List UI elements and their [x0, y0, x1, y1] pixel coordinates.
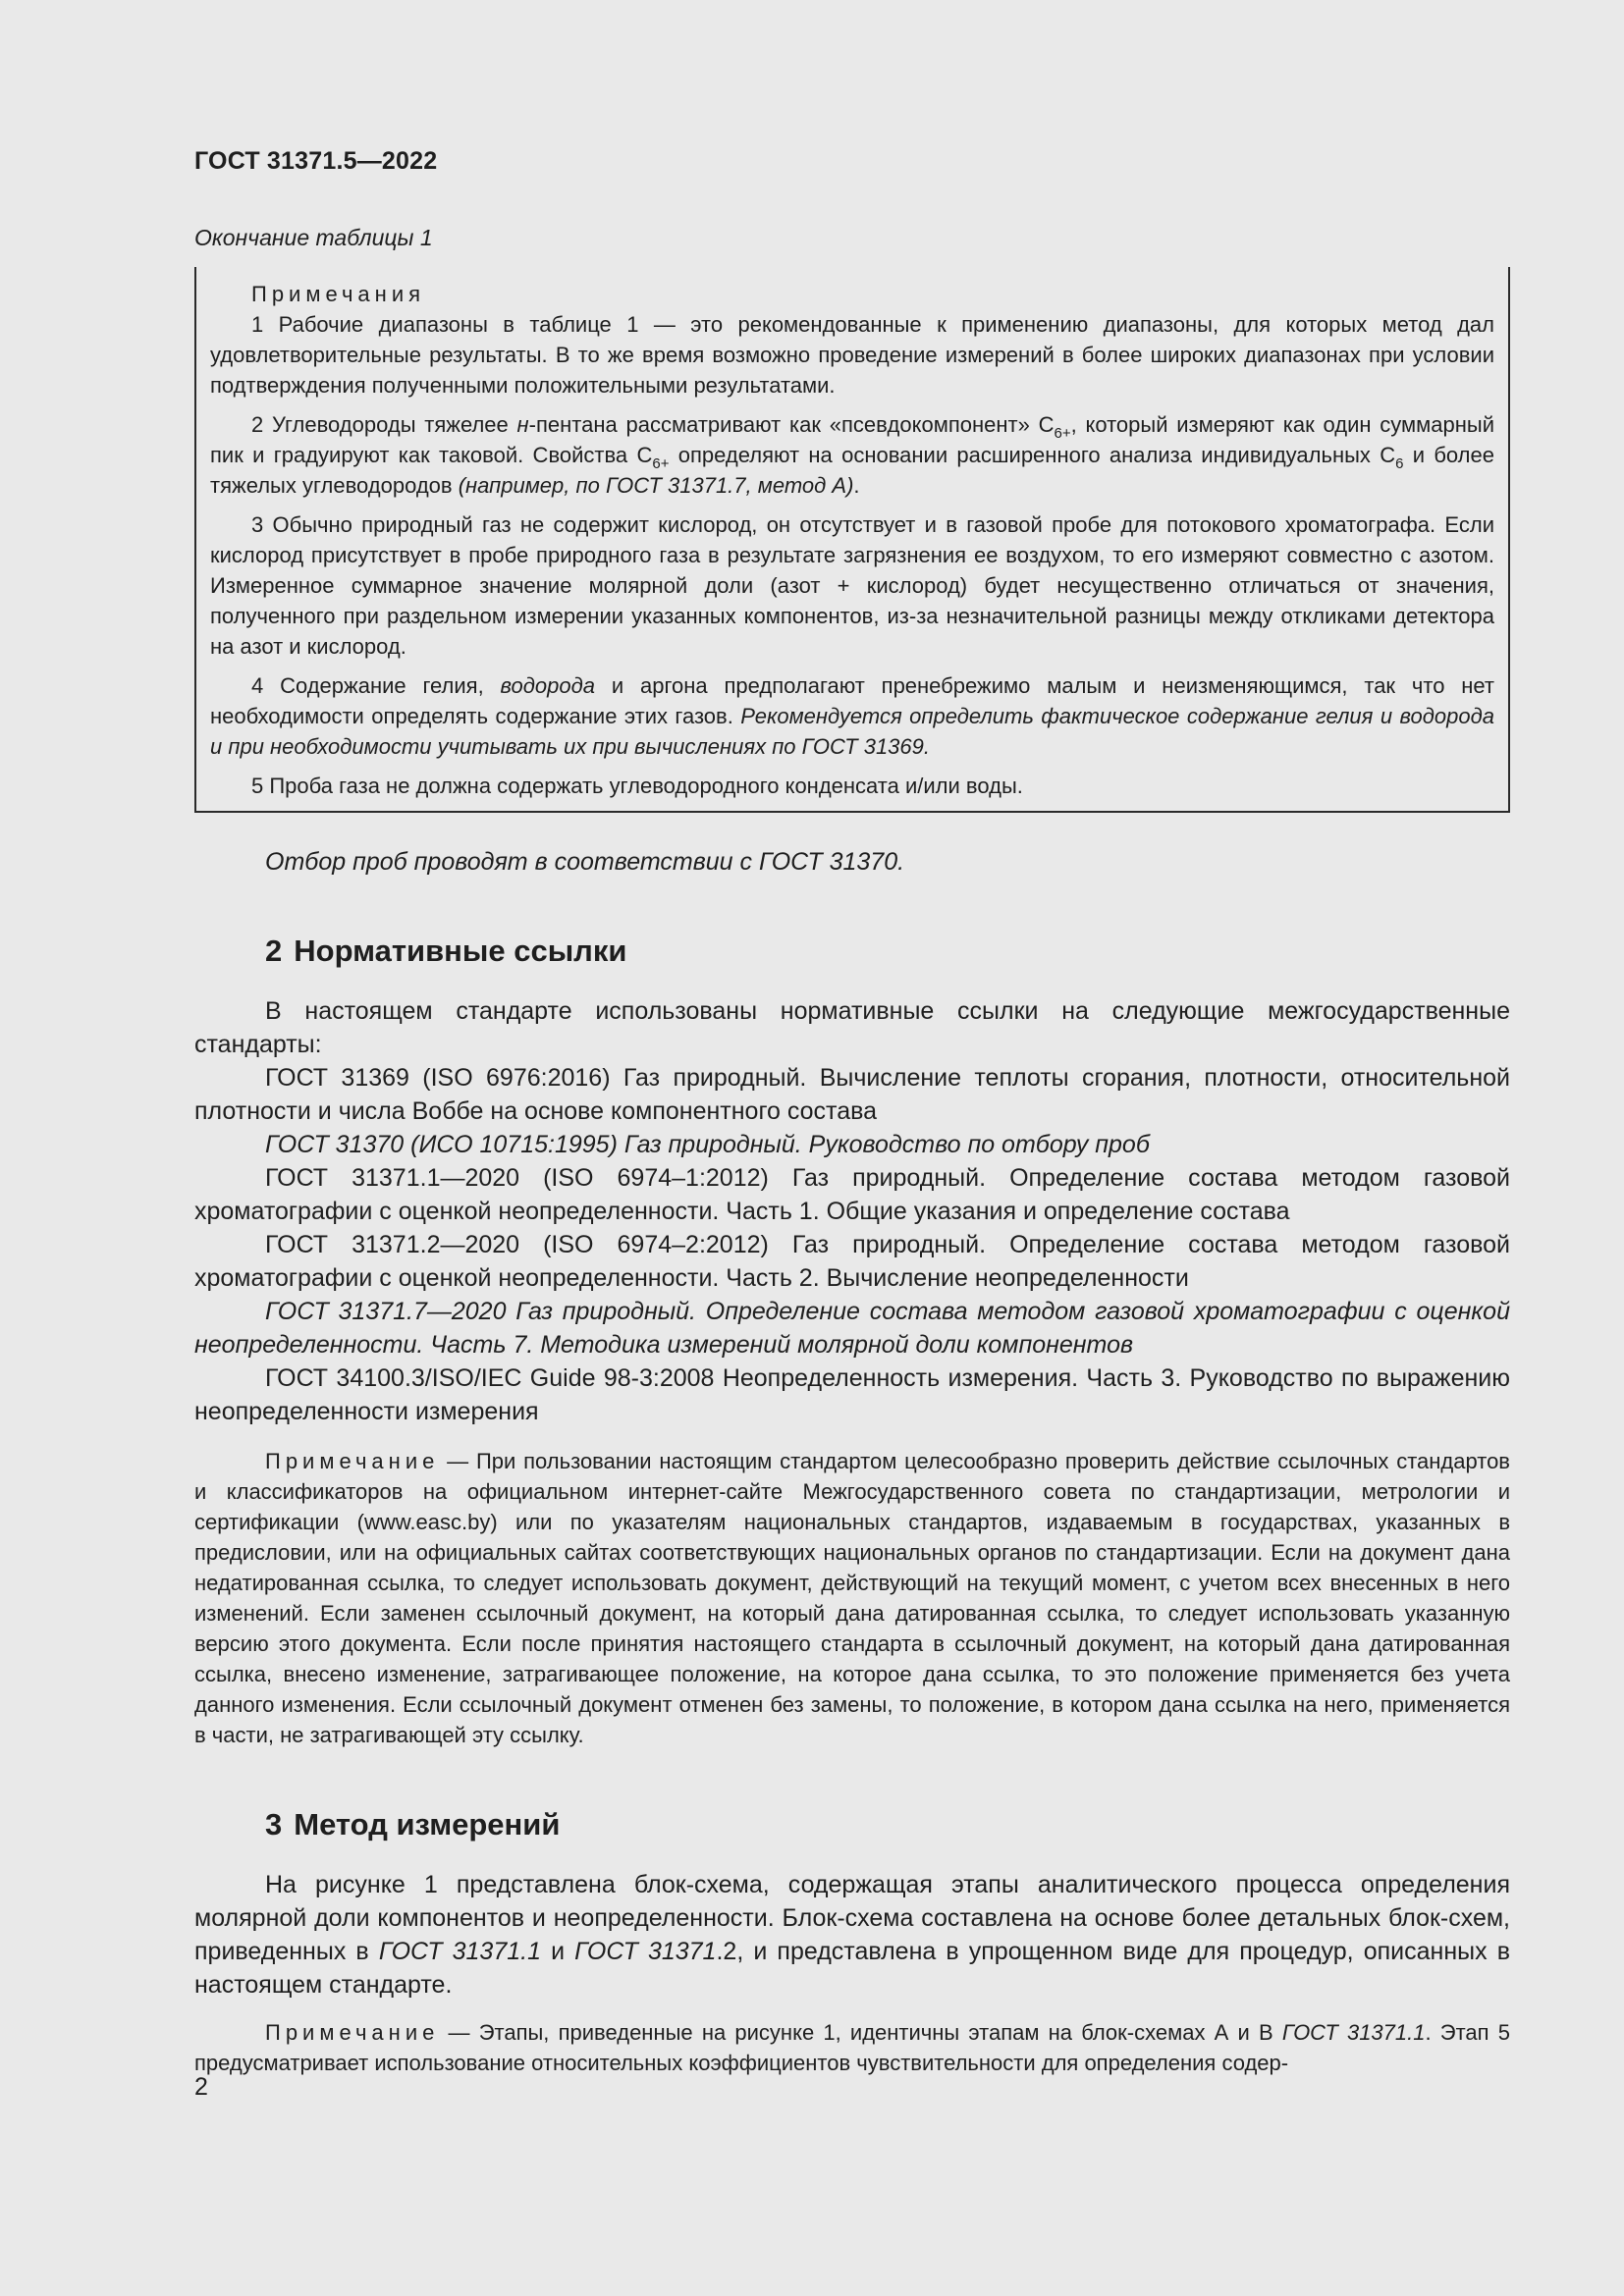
note-5: 5 Проба газа не должна содержать углеводородного конденсата и/или воды.	[251, 774, 1023, 798]
sampling-sentence: Отбор проб проводят в соответствии с ГОСТ 31370.	[265, 848, 905, 876]
section-3-note: Примечание — Этапы, приведенные на рисунке 1, идентичны этапам на блок-схемах А и В ГОСТ 31371.1. Этап 5 предусматривает использование относительных коэффициентов чувствительности для определения содер-	[194, 2020, 1510, 2075]
reference-item: ГОСТ 31371.1—2020 (ISO 6974–1:2012) Газ природный. Определение состава методом газовой хроматографии с оценкой неопределенности. Часть 1. Общие указания и определение состава	[194, 1164, 1510, 1225]
section-2-heading: 2 Нормативные ссылки	[265, 934, 627, 968]
document-page	[194, 147, 1510, 2100]
document-header: ГОСТ 31371.5—2022	[194, 147, 438, 175]
reference-item: ГОСТ 34100.3/ISO/IEC Guide 98-3:2008 Неопределенность измерения. Часть 3. Руководство по выражению неопределенности измерения	[194, 1364, 1510, 1425]
note-3: 3 Обычно природный газ не содержит кислород, он отсутствует и в газовой пробе для потокового хроматографа. Если кислород присутствует в пробе природного газа в результате загрязнения ее воздухом, то его измеряют совместно с азотом. Измеренное суммарное значение молярной доли (азот + кислород) будет несущественно отличаться от значения, полученного при раздельном измерении указанных компонентов, из-за незначительной разницы между откликами детектора на азот и кислород.	[210, 512, 1494, 659]
reference-item: ГОСТ 31370 (ИСО 10715:1995) Газ природный. Руководство по отбору проб	[265, 1131, 1150, 1158]
section-3-paragraph: На рисунке 1 представлена блок-схема, содержащая этапы аналитического процесса определения молярной доли компонентов и неопределенности. Блок-схема составлена на основе более детальных блок-схем, приведенных в ГОСТ 31371.1 и ГОСТ 31371.2, и представлена в упрощенном виде для процедур, описанных в настоящем стандарте.	[194, 1871, 1510, 1999]
reference-item: ГОСТ 31369 (ISO 6976:2016) Газ природный. Вычисление теплоты сгорания, плотности, относительной плотности и числа Воббе на основе компонентного состава	[194, 1064, 1510, 1125]
section-3-heading: 3 Метод измерений	[265, 1807, 561, 1842]
note-2: 2 Углеводороды тяжелее н-пентана рассматривают как «псевдокомпонент» $C_{6+}$, который измеряют как один суммарный пик и градуируют как таковой. Свойства $C_{6+}$ определяют на основании расширенного анализа индивидуальных $C_6$ и более тяжелых углеводородов (например, по ГОСТ 31371.7, метод А).	[210, 412, 1494, 498]
page-number: 2	[194, 2073, 208, 2101]
reference-item: ГОСТ 31371.7—2020 Газ природный. Определение состава методом газовой хроматографии с оценкой неопределенности. Часть 7. Методика измерений молярной доли компонентов	[194, 1298, 1510, 1359]
notes-title: Примечания	[251, 282, 426, 306]
section-2-intro: В настоящем стандарте использованы нормативные ссылки на следующие межгосударственные стандарты:	[194, 997, 1510, 1058]
table-notes-box	[194, 267, 1510, 813]
normative-references-list	[194, 1061, 1510, 1428]
reference-item: ГОСТ 31371.2—2020 (ISO 6974–2:2012) Газ природный. Определение состава методом газовой хроматографии с оценкой неопределенности. Часть 2. Вычисление неопределенности	[194, 1231, 1510, 1292]
table-continuation-label: Окончание таблицы 1	[194, 225, 433, 250]
section-2-note: Примечание — При пользовании настоящим стандартом целесообразно проверить действие ссылочных стандартов и классификаторов на официальном интернет-сайте Межгосударственного совета по стандартизации, метрологии и сертификации (www.easc.by) или по указателям национальных стандартов, издаваемым в государствах, указанных в предисловии, или на официальных сайтах соответствующих национальных органов по стандартизации. Если на документ дана недатированная ссылка, то следует использовать документ, действующий на текущий момент, с учетом всех внесенных в него изменений. Если заменен ссылочный документ, на который дана датированная ссылка, то следует использовать указанную версию этого документа. Если после принятия настоящего стандарта в ссылочный документ, на который дана датированная ссылка, внесено изменение, затрагивающее положение, на которое дана ссылка, то это положение применяется без учета данного изменения. Если ссылочный документ отменен без замены, то положение, в котором дана ссылка на него, применяется в части, не затрагивающей эту ссылку.	[194, 1449, 1510, 1747]
note-4: 4 Содержание гелия, водорода и аргона предполагают пренебрежимо малым и неизменяющимся, так что нет необходимости определять содержание этих газов. Рекомендуется определить фактическое содержание гелия и водорода и при необходимости учитывать их при вычислениях по ГОСТ 31369.	[210, 673, 1494, 759]
note-1: 1 Рабочие диапазоны в таблице 1 — это рекомендованные к применению диапазоны, для которых метод дал удовлетворительные результаты. В то же время возможно проведение измерений в более широких диапазонах при условии подтверждения полученными положительными результатами.	[210, 312, 1494, 398]
